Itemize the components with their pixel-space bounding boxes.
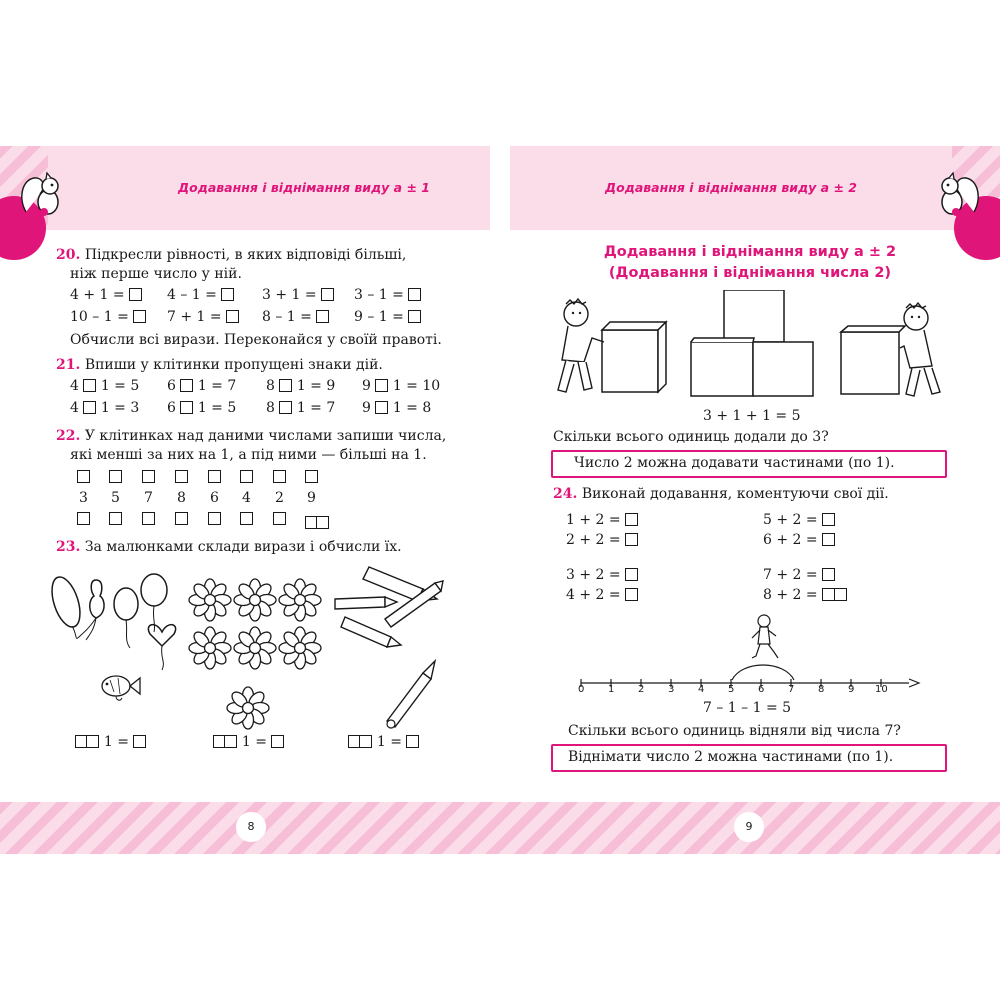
given-number: 7 [144,490,153,506]
squirrel-icon [934,168,982,220]
boys-pushing-cubes-illustration [548,290,948,402]
answer-box[interactable] [321,288,334,301]
ex21-expr: 4 1 = 5 [70,378,140,394]
page-number-right: 9 [734,812,764,842]
answer-box[interactable] [77,470,90,483]
exercise-number: 24. [553,486,578,502]
given-number: 9 [307,490,316,506]
tick-label: 0 [578,684,585,695]
answer-box[interactable] [109,470,122,483]
pencils-illustration [325,555,445,735]
ex23-expr: 1 = [213,734,284,750]
equation-2: 7 – 1 – 1 = 5 [703,700,792,716]
double-answer-box[interactable] [822,587,846,603]
question-1: Скільки всього одиниць додали до 3? [553,429,829,445]
given-number: 4 [242,490,251,506]
exercise-20-note: Обчисли всі вирази. Переконайся у своїй правоті. [70,332,442,348]
sign-box[interactable] [279,379,292,392]
fish-icon [96,668,144,704]
exercise-number: 21. [56,357,81,373]
answer-box[interactable] [273,512,286,525]
ex20-expr: 4 + 1 = [70,287,142,303]
answer-box[interactable] [142,512,155,525]
double-answer-box[interactable] [75,734,99,750]
question-2: Скільки всього одиниць відняли від числа 7? [568,723,901,739]
ex24-expr: 7 + 2 = [763,567,835,583]
double-answer-box[interactable] [348,734,372,750]
tick-label: 3 [668,684,675,695]
sign-box[interactable] [375,401,388,414]
header-title-right: Додавання і віднімання виду а ± 2 [605,180,857,195]
section-subtitle: (Додавання і віднімання числа 2) [608,265,892,281]
ex24-expr: 3 + 2 = [566,567,638,583]
tick-label: 7 [788,684,795,695]
exercise-20-text-line2: ніж перше число у ній. [70,266,242,282]
answer-box[interactable] [305,470,318,483]
flower-icon [234,579,276,621]
answer-box[interactable] [316,310,329,323]
ex21-expr: 6 1 = 7 [167,378,237,394]
exercise-22-text-line1: 22. У клітинках над даними числами запиши числа, [56,428,447,444]
answer-box[interactable] [625,533,638,546]
sign-box[interactable] [279,401,292,414]
answer-box[interactable] [221,288,234,301]
ex20-expr: 3 + 1 = [262,287,334,303]
answer-box[interactable] [271,735,284,748]
answer-box[interactable] [133,310,146,323]
exercise-number: 23. [56,539,81,555]
answer-box[interactable] [109,512,122,525]
footer-stripes [0,802,1000,854]
ex23-expr: 1 = [75,734,146,750]
ex21-expr: 4 1 = 3 [70,400,140,416]
exercise-24-text: 24. Виконай додавання, коментуючи свої дії. [553,486,889,502]
answer-box[interactable] [175,512,188,525]
answer-box[interactable] [822,533,835,546]
ex20-expr: 8 – 1 = [262,309,329,325]
exercise-22-text-line2: які менші за них на 1, а під ними — більші на 1. [70,447,427,463]
ex24-expr: 1 + 2 = [566,512,638,528]
flowers-illustration [180,570,340,740]
flower-icon [279,579,321,621]
ex20-expr: 7 + 1 = [167,309,239,325]
answer-box[interactable] [408,310,421,323]
ex21-expr: 9 1 = 8 [362,400,432,416]
given-number: 6 [210,490,219,506]
flower-icon [189,579,231,621]
answer-box[interactable] [240,470,253,483]
ex23-expr: 1 = [348,734,419,750]
ex24-expr: 8 + 2 = [763,587,847,603]
answer-box[interactable] [77,512,90,525]
answer-box[interactable] [208,512,221,525]
double-answer-box[interactable] [305,512,329,531]
tick-label: 4 [698,684,705,695]
answer-box[interactable] [240,512,253,525]
exercise-number: 22. [56,428,81,444]
flower-icon [279,627,321,669]
ex21-expr: 8 1 = 9 [266,378,336,394]
ex20-expr: 3 – 1 = [354,287,421,303]
exercise-number: 20. [56,247,81,263]
squirrel-icon [18,168,66,220]
answer-box[interactable] [142,470,155,483]
answer-box[interactable] [175,470,188,483]
header-title-left: Додавання і віднімання виду а ± 1 [178,180,430,195]
answer-box[interactable] [822,568,835,581]
answer-box[interactable] [226,310,239,323]
ex20-expr: 9 – 1 = [354,309,421,325]
ex20-expr: 4 – 1 = [167,287,234,303]
answer-box[interactable] [133,735,146,748]
answer-box[interactable] [129,288,142,301]
flower-icon [227,687,269,729]
tick-label: 8 [818,684,825,695]
given-number: 5 [111,490,120,506]
page-number-left: 8 [236,812,266,842]
answer-box[interactable] [625,588,638,601]
given-number: 8 [177,490,186,506]
tick-label: 6 [758,684,765,695]
answer-box[interactable] [625,513,638,526]
ex21-expr: 9 1 = 10 [362,378,441,394]
sign-box[interactable] [83,379,96,392]
sign-box[interactable] [83,401,96,414]
ex20-expr: 10 – 1 = [70,309,146,325]
answer-box[interactable] [406,735,419,748]
answer-box[interactable] [408,288,421,301]
tick-label: 5 [728,684,735,695]
tick-label: 9 [848,684,855,695]
section-title: Додавання і віднімання виду а ± 2 [603,244,897,260]
answer-box[interactable] [822,513,835,526]
rule-1: Число 2 можна додавати частинами (по 1). [574,455,895,471]
rule-2: Віднімати число 2 можна частинами (по 1). [568,749,894,765]
given-number: 2 [275,490,284,506]
ex24-expr: 5 + 2 = [763,512,835,528]
given-number: 3 [79,490,88,506]
tick-label: 1 [608,684,615,695]
answer-box[interactable] [625,568,638,581]
exercise-23-text: 23. За малюнками склади вирази і обчисли їх. [56,539,402,555]
exercise-20-text-line1: 20. Підкресли рівності, в яких відповіді більші, [56,247,407,263]
answer-box[interactable] [273,470,286,483]
ex24-expr: 6 + 2 = [763,532,835,548]
ex21-expr: 6 1 = 5 [167,400,237,416]
tick-label: 10 [875,684,888,695]
equation-1: 3 + 1 + 1 = 5 [703,408,801,424]
flower-icon [234,627,276,669]
double-answer-box[interactable] [213,734,237,750]
flower-icon [189,627,231,669]
answer-box[interactable] [208,470,221,483]
tick-label: 2 [638,684,645,695]
exercise-21-text: 21. Впиши у клітинки пропущені знаки дій. [56,357,383,373]
sign-box[interactable] [375,379,388,392]
ex24-expr: 2 + 2 = [566,532,638,548]
sign-box[interactable] [180,401,193,414]
ex24-expr: 4 + 2 = [566,587,638,603]
ex21-expr: 8 1 = 7 [266,400,336,416]
sign-box[interactable] [180,379,193,392]
